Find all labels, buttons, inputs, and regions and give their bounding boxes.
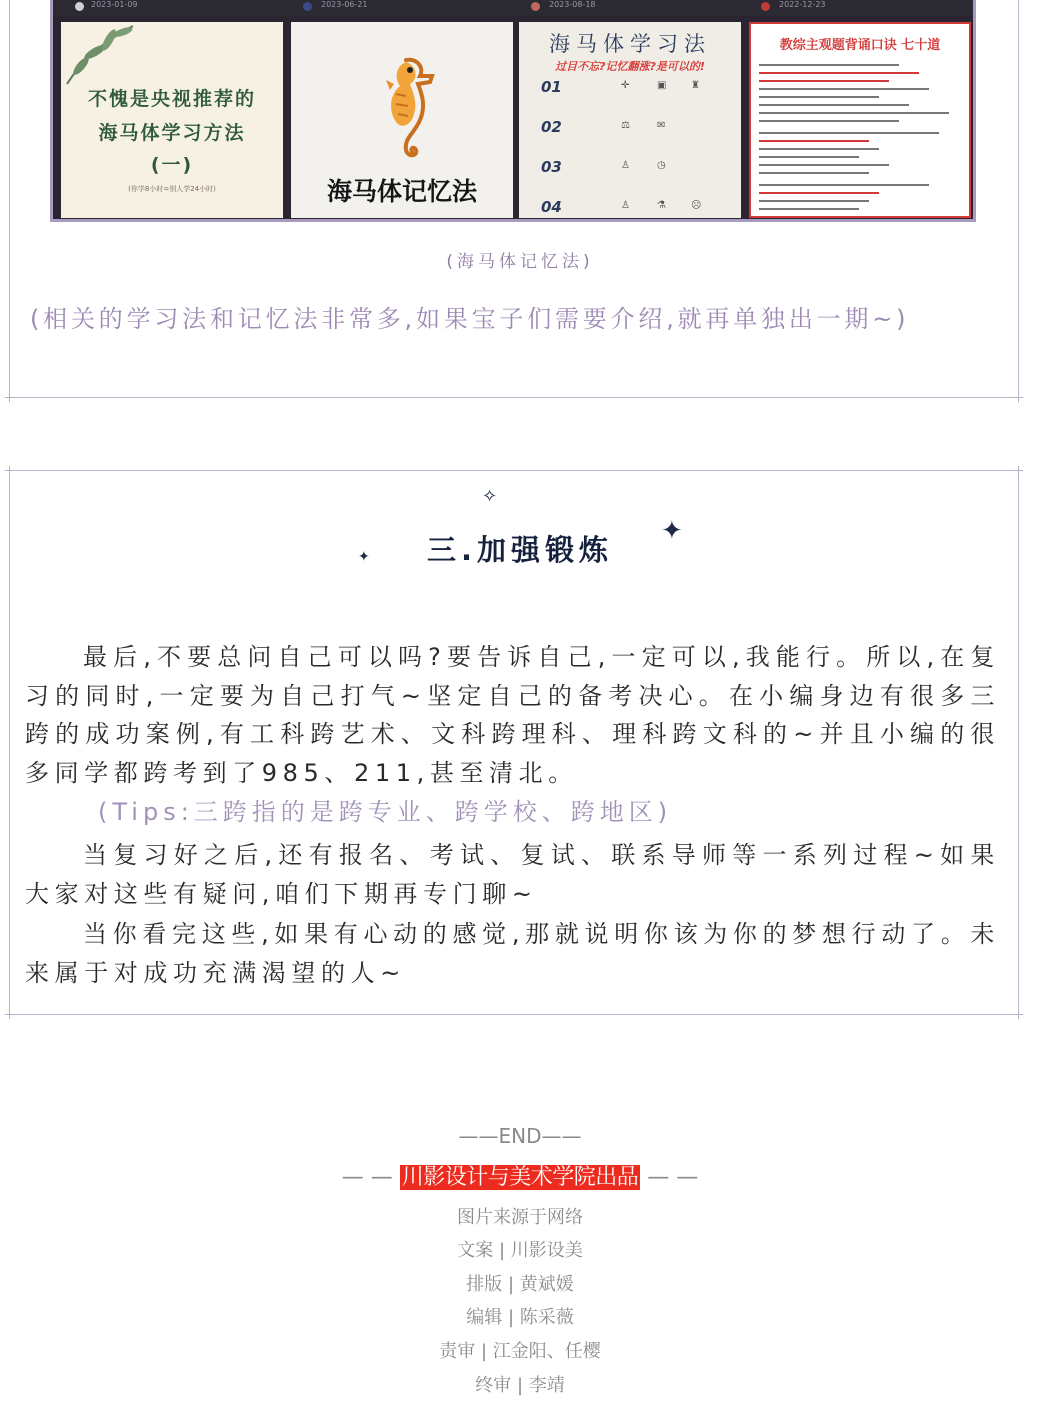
- clock-icon: ◷: [657, 160, 666, 171]
- card-line: (一): [150, 154, 194, 176]
- section-title: 三.加强锻炼: [426, 533, 614, 567]
- tips-text: (Tips:三跨指的是跨专业、跨学校、跨地区): [98, 798, 673, 826]
- bottle-icon: ♜: [691, 80, 700, 91]
- person-icon: ♙: [621, 160, 630, 171]
- credit-line: 责审 | 江金阳、任樱: [439, 1341, 601, 1362]
- step-number: 04: [541, 198, 562, 216]
- sparkle-icon: ✦: [661, 516, 683, 546]
- card-subtitle: 过目不忘?记忆翻涨?是可以的!: [555, 60, 705, 73]
- card-line: 海马体学习方法: [98, 122, 246, 144]
- card-small-note: (你学8小时=别人学24小时): [128, 185, 216, 193]
- producer-line: [0, 1160, 1040, 1191]
- thumbnail-learning-steps[interactable]: [519, 22, 741, 218]
- thumbnail-hippocampus-method[interactable]: [61, 22, 283, 218]
- date-label: 2023-08-18: [549, 0, 596, 9]
- thumbnail-seahorse[interactable]: [291, 22, 513, 218]
- brain-icon: ✛: [621, 80, 630, 91]
- credit-line: 图片来源于网络: [457, 1207, 583, 1228]
- image-caption: (海马体记忆法): [446, 252, 594, 272]
- dash-decoration: — —: [341, 1165, 393, 1190]
- body-paragraph: 当你看完这些,如果有心动的感觉,那就说明你该为你的梦想行动了。未来属于对成功充满渴望的人~: [25, 920, 1000, 987]
- date-bar: [53, 0, 973, 16]
- note-text: (相关的学习法和记忆法非常多,如果宝子们需要介绍,就再单独出一期~): [30, 305, 910, 333]
- sparkle-small-icon: ✦: [358, 549, 370, 565]
- producer-label: 川影设计与美术学院出品: [401, 1165, 639, 1190]
- card-title: 教综主观题背诵口诀 七十道: [779, 38, 941, 53]
- credit-line: 编辑 | 陈采薇: [466, 1307, 574, 1328]
- credit-line: 终审 | 李靖: [475, 1375, 565, 1396]
- person-icon: ♙: [621, 200, 630, 211]
- body-paragraph: 当复习好之后,还有报名、考试、复试、联系导师等一系列过程~如果大家对这些有疑问,咱们下期再专门聊~: [25, 841, 1000, 908]
- seahorse-icon: [366, 54, 446, 164]
- step-number: 01: [541, 78, 562, 96]
- face-icon: ☹: [691, 200, 702, 211]
- end-marker: ——END——: [458, 1124, 582, 1148]
- credit-line: 排版 | 黄斌媛: [466, 1274, 574, 1295]
- thumbnail-exam-notes[interactable]: [749, 22, 971, 218]
- body-paragraph: 最后,不要总问自己可以吗?要告诉自己,一定可以,我能行。所以,在复习的同时,一定要为自己打气~坚定自己的备考决心。在小编身边有很多三跨的成功案例,有工科跨艺术、文科跨理科、理科跨文科的~并且小编的很多同学都跨考到了985、211,甚至清北。: [25, 643, 1000, 787]
- dash-decoration: — —: [647, 1165, 699, 1190]
- credit-line: 文案 | 川影设美: [457, 1240, 583, 1261]
- calendar-icon: ▣: [657, 80, 667, 91]
- balance-icon: ⚖: [621, 120, 630, 131]
- sparkle-outline-icon: ✧: [482, 486, 498, 507]
- flask-icon: ⚗: [657, 200, 666, 211]
- card-title: 海马体学习法: [549, 32, 711, 56]
- leaf-decoration-icon: [61, 22, 141, 92]
- image-strip: [50, 0, 976, 222]
- date-label: 2023-06-21: [321, 0, 368, 9]
- date-label: 2023-01-09: [91, 0, 138, 9]
- step-number: 02: [541, 118, 562, 136]
- step-number: 03: [541, 158, 562, 176]
- card-title: 海马体记忆法: [326, 177, 477, 206]
- chat-icon: ✉: [657, 120, 666, 131]
- card-line: 不愧是央视推荐的: [87, 88, 256, 110]
- date-label: 2022-12-23: [779, 0, 826, 9]
